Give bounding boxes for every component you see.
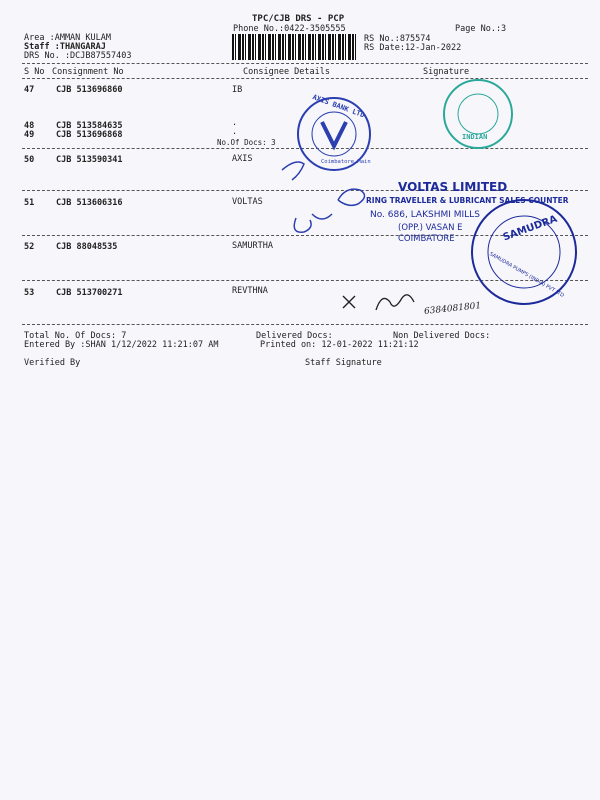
- row-consignee: SAMURTHA: [232, 241, 273, 251]
- row-consignee: .: [232, 127, 238, 137]
- staff-signature: Staff Signature: [305, 358, 382, 368]
- voltas-stamp-title: VOLTAS LIMITED: [398, 180, 508, 194]
- row-consignment: CJB 513590341: [56, 155, 123, 165]
- indian-stamp-text: INDIAN: [462, 133, 488, 141]
- column-consignee: Consignee Details: [243, 67, 330, 77]
- signature-scribble: [338, 189, 365, 205]
- entered-by: Entered By :SHAN 1/12/2022 11:21:07 AM: [24, 340, 219, 350]
- phone-number: Phone No.:0422-3505555: [233, 24, 346, 34]
- signature-scribble: [376, 295, 414, 310]
- voltas-stamp-line1: RING TRAVELLER & LUBRICANT SALES COUNTER: [366, 196, 569, 205]
- row-consignee: VOLTAS: [232, 197, 263, 207]
- row-consignment: CJB 513584635: [56, 121, 123, 131]
- row-sno: 47: [24, 85, 35, 95]
- row-consignment: CJB 513606316: [56, 198, 123, 208]
- verified-by: Verified By: [24, 358, 81, 368]
- rs-date: RS Date:12-Jan-2022: [364, 43, 462, 53]
- voltas-stamp-line3: (OPP.) VASAN E: [398, 223, 463, 233]
- row-consignee: .: [232, 118, 238, 128]
- row-consignment: CJB 513700271: [56, 288, 123, 298]
- signature-scribble: [282, 162, 304, 180]
- column-consignment: Consignment No: [52, 67, 124, 77]
- column-signature: Signature: [423, 67, 470, 77]
- row-sno: 53: [24, 288, 35, 298]
- row-sno: 52: [24, 242, 35, 252]
- row-consignment: CJB 513696868: [56, 130, 123, 140]
- samudra-stamp-text: SAMUDRA: [501, 213, 559, 244]
- staff-label: Staff :THANGARAJ: [24, 42, 106, 52]
- axis-stamp-text: AXIS BANK LTD.: [311, 93, 370, 121]
- column-sno: S No: [24, 67, 45, 77]
- document-title: TPC/CJB DRS - PCP: [252, 14, 345, 24]
- row-sno: 50: [24, 155, 35, 165]
- printed-on: Printed on: 12-01-2022 11:21:12: [260, 340, 419, 350]
- voltas-stamp-line2: No. 686, LAKSHMI MILLS: [370, 210, 480, 220]
- row-sno: 49: [24, 130, 35, 140]
- axis-branch-text: Coimbatore Main: [321, 159, 371, 165]
- drs-number: DRS No. :DCJB87557403: [24, 51, 132, 61]
- total-docs: Total No. Of Docs: 7: [24, 331, 127, 341]
- row-consignment: CJB 88048535: [56, 242, 118, 252]
- row-consignee: REVTHNA: [232, 286, 268, 296]
- row-consignee: IB: [232, 85, 243, 95]
- page-number: Page No.:3: [455, 24, 507, 34]
- row-consignee: AXIS: [232, 154, 253, 164]
- cross-mark: [343, 296, 355, 308]
- row-consignment: CJB 513696860: [56, 85, 123, 95]
- non-delivered-docs: Non Delivered Docs:: [393, 331, 491, 341]
- signature-scribble: [294, 214, 332, 232]
- handwritten-number: 6384081801: [423, 301, 482, 317]
- rs-number: RS No.:875574: [364, 34, 431, 44]
- no-of-docs: No.Of Docs: 3: [217, 138, 276, 147]
- voltas-stamp-line4: COIMBATORE: [398, 234, 455, 244]
- delivered-docs: Delivered Docs:: [256, 331, 333, 341]
- samudra-stamp-ring: SAMUDRA PUMPS (INDIA) PVT LTD: [488, 251, 565, 299]
- row-sno: 51: [24, 198, 35, 208]
- row-sno: 48: [24, 121, 35, 131]
- area-label: Area :AMMAN KULAM: [24, 33, 111, 43]
